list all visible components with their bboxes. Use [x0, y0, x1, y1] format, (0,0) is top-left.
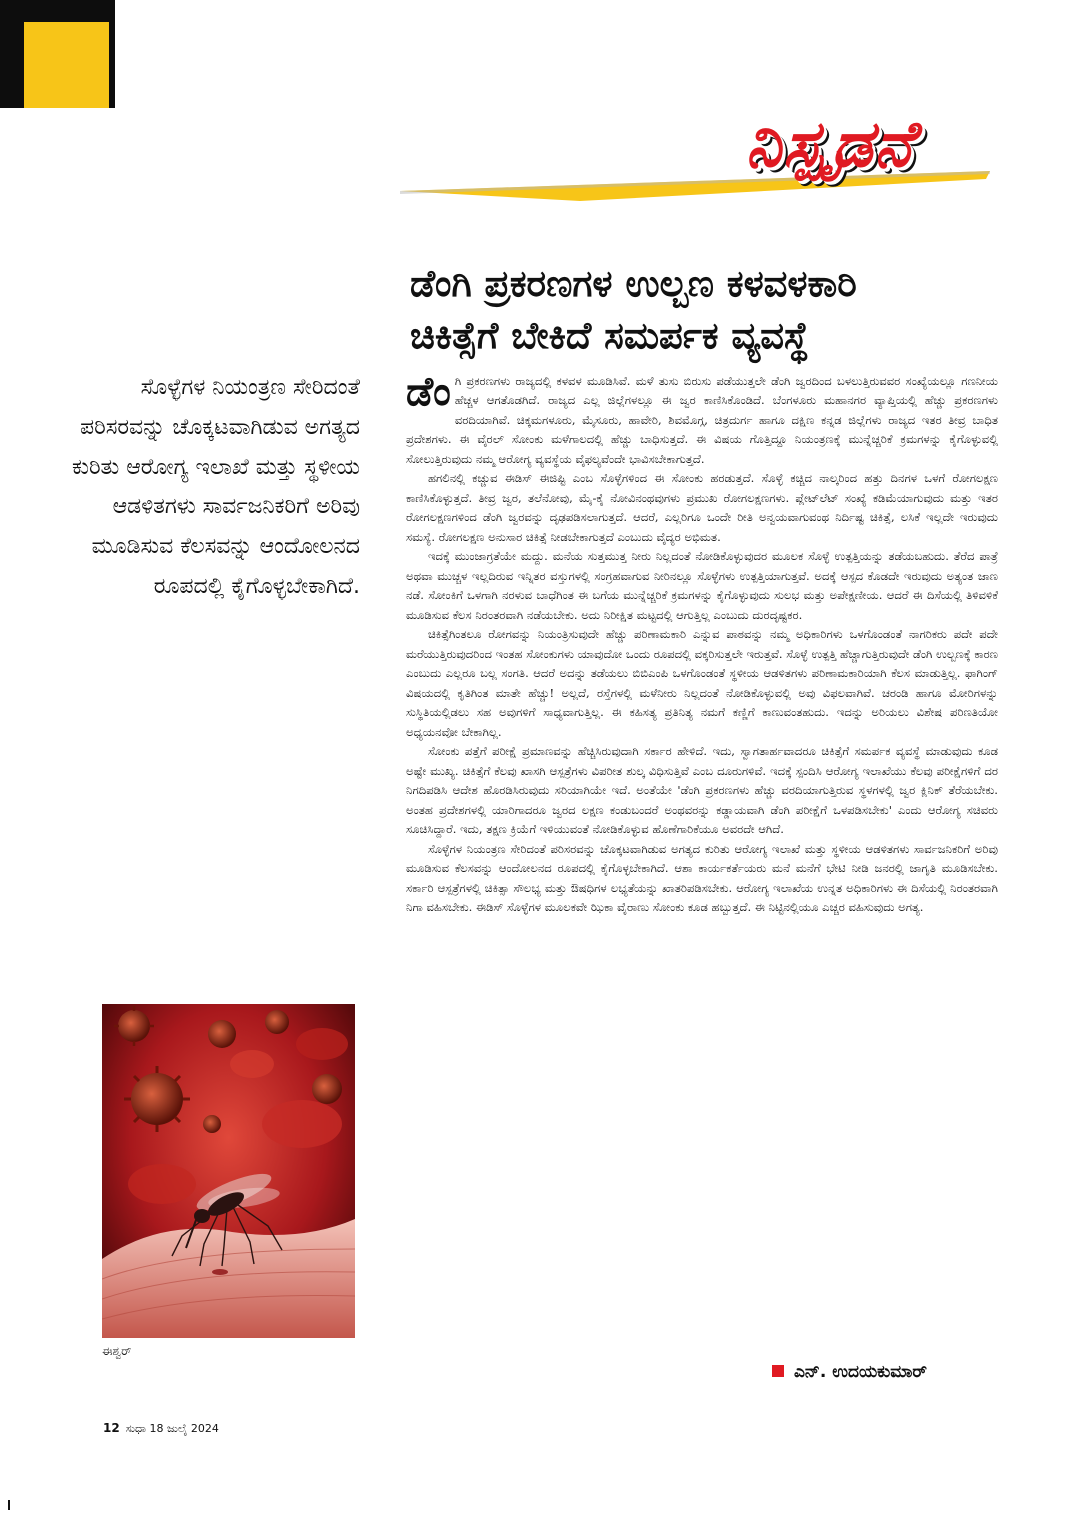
pull-quote: ಸೊಳ್ಳೆಗಳ ನಿಯಂತ್ರಣ ಸೇರಿದಂತೆ ಪರಿಸರವನ್ನು ಚೊಕ್ಕಟವಾಗಿಡುವ ಅಗತ್ಯದ ಕುರಿತು ಆರೋಗ್ಯ ಇಲಾಖೆ ಮತ್ತು ಸ್ಥಳೀಯ ಆಡಳಿತಗಳು ಸಾರ್ವಜನಿಕರಿಗೆ ಅರಿವು ಮೂಡಿಸುವ ಕೆಲಸವನ್ನು ಆಂದೋಲನದ ರೂಪದಲ್ಲಿ ಕೈಗೊಳ್ಳಬೇಕಾಗಿದೆ.: [72, 375, 360, 599]
paragraph-1-text: ಗಿ ಪ್ರಕರಣಗಳು ರಾಜ್ಯದಲ್ಲಿ ಕಳವಳ ಮೂಡಿಸಿವೆ. ಮಳೆ ತುಸು ಬಿರುಸು ಪಡೆಯುತ್ತಲೇ ಡೆಂಗಿ ಜ್ವರದಿಂದ ಬಳಲುತ್ತಿರುವವರ ಸಂಖ್ಯೆಯಲ್ಲೂ ಗಣನೀಯ ಹೆಚ್ಚಳ ಆಗತೊಡಗಿದೆ. ರಾಜ್ಯದ ಎಲ್ಲ ಜಿಲ್ಲೆಗಳಲ್ಲೂ ಈ ಜ್ವರ ಕಾಣಿಸಿಕೊಂಡಿದೆ. ಬೆಂಗಳೂರು ಮಹಾನಗರ ವ್ಯಾಪ್ತಿಯಲ್ಲಿ ಹೆಚ್ಚು ಪ್ರಕರಣಗಳು ವರದಿಯಾಗಿವೆ. ಚಿಕ್ಕಮಗಳೂರು, ಮೈಸೂರು, ಹಾವೇರಿ, ಶಿವಮೊಗ್ಗ, ಚಿತ್ರದುರ್ಗ ಹಾಗೂ ದಕ್ಷಿಣ ಕನ್ನಡ ಜಿಲ್ಲೆಗಳು ರಾಜ್ಯದ ಇತರ ತೀವ್ರ ಬಾಧಿತ ಪ್ರದೇಶಗಳು. ಈ ವೈರಲ್ ಸೋಂಕು ಮಳೆಗಾಲದಲ್ಲಿ ಹೆಚ್ಚು ಬಾಧಿಸುತ್ತದೆ. ಈ ವಿಷಯ ಗೊತ್ತಿದ್ದೂ ನಿಯಂತ್ರಣಕ್ಕೆ ಮುನ್ನೆಚ್ಚರಿಕೆ ಕ್ರಮಗಳನ್ನು ಕೈಗೊಳ್ಳುವಲ್ಲಿ ಸೋಲುತ್ತಿರುವುದು ನಮ್ಮ ಆರೋಗ್ಯ ವ್ಯವಸ್ಥೆಯ ವೈಫಲ್ಯವೆಂದೇ ಭಾವಿಸಬೇಕಾಗುತ್ತದೆ.: [406, 374, 998, 466]
byline-marker-icon: [772, 1365, 784, 1377]
author-name: ಎನ್. ಉದಯಕುಮಾರ್: [794, 1362, 927, 1382]
article-headline: [410, 258, 1000, 362]
article-paragraph: ಇದಕ್ಕೆ ಮುಂಜಾಗ್ರತೆಯೇ ಮದ್ದು. ಮನೆಯ ಸುತ್ತಮುತ್ತ ನೀರು ನಿಲ್ಲದಂತೆ ನೋಡಿಕೊಳ್ಳುವುದರ ಮೂಲಕ ಸೊಳ್ಳೆ ಉತ್ಪತ್ತಿಯನ್ನು ತಡೆಯಬಹುದು. ತೆರೆದ ಪಾತ್ರೆ ಅಥವಾ ಮುಚ್ಚಳ ಇಲ್ಲದಿರುವ ಇನ್ನಿತರ ವಸ್ತುಗಳಲ್ಲಿ ಸಂಗ್ರಹವಾಗುವ ನೀರಿನಲ್ಲೂ ಸೊಳ್ಳೆಗಳು ಉತ್ಪತ್ತಿಯಾಗುತ್ತವೆ. ಅದಕ್ಕೆ ಆಸ್ಪದ ಕೊಡದೇ ಇರುವುದು ಅತ್ಯಂತ ಜಾಣ ನಡೆ. ಸೋಂಕಿಗೆ ಒಳಗಾಗಿ ನರಳುವ ಬಾಧೆಗಿಂತ ಈ ಬಗೆಯ ಮುನ್ನೆಚ್ಚರಿಕೆ ಕ್ರಮಗಳನ್ನು ಕೈಗೊಳ್ಳುವುದು ಸುಲಭ ಮತ್ತು ಅಪೇಕ್ಷಣೀಯ. ಆದರೆ ಈ ದಿಸೆಯಲ್ಲಿ ತಿಳಿವಳಿಕೆ ಮೂಡಿಸುವ ಕೆಲಸ ನಿರಂತರವಾಗಿ ನಡೆಯಬೇಕು. ಅದು ನಿರೀಕ್ಷಿತ ಮಟ್ಟದಲ್ಲಿ ಆಗುತ್ತಿಲ್ಲ ಎಂಬುದು ದುರದೃಷ್ಟಕರ.: [406, 549, 998, 622]
headline-line-2: ಚಿಕಿತ್ಸೆಗೆ ಬೇಕಿದೆ ಸಮರ್ಪಕ ವ್ಯವಸ್ಥೆ: [410, 314, 809, 357]
crop-mark: [8, 1500, 10, 1510]
article-paragraph: ಹಗಲಿನಲ್ಲಿ ಕಚ್ಚುವ ಈಡಿಸ್ ಈಜಿಪ್ಟಿ ಎಂಬ ಸೊಳ್ಳೆಗಳಿಂದ ಈ ಸೋಂಕು ಹರಡುತ್ತದೆ. ಸೊಳ್ಳೆ ಕಚ್ಚಿದ ನಾಲ್ಕರಿಂದ ಹತ್ತು ದಿನಗಳ ಒಳಗೆ ರೋಗಲಕ್ಷಣ ಕಾಣಿಸಿಕೊಳ್ಳುತ್ತದೆ. ತೀವ್ರ ಜ್ವರ, ತಲೆನೋವು, ಮೈ-ಕೈ ನೋವಿನಂಥವುಗಳು ಪ್ರಮುಖ ರೋಗಲಕ್ಷಣಗಳು. ಪ್ಲೇಟ್‌ಲೆಟ್ ಸಂಖ್ಯೆ ಕಡಿಮೆಯಾಗುವುದು ಮತ್ತು ಇತರ ರೋಗಲಕ್ಷಣಗಳಿಂದ ಡೆಂಗಿ ಜ್ವರವನ್ನು ದೃಢಪಡಿಸಲಾಗುತ್ತದೆ. ಆದರೆ, ಎಲ್ಲರಿಗೂ ಒಂದೇ ರೀತಿ ಅನ್ವಯವಾಗುವಂಥ ನಿರ್ದಿಷ್ಟ ಚಿಕಿತ್ಸೆ, ಲಸಿಕೆ ಇಲ್ಲದೇ ಇರುವುದು ಸಮಸ್ಯೆ. ರೋಗಲಕ್ಷಣ ಅನುಸಾರ ಚಿಕಿತ್ಸೆ ನೀಡಬೇಕಾಗುತ್ತದೆ ಎಂಬುದು ವೈದ್ಯರ ಅಭಿಮತ.: [406, 471, 998, 544]
article-body: [406, 372, 998, 1368]
publication-date: ಸುಧಾ 18 ಜುಲೈ 2024: [125, 1422, 219, 1435]
article-paragraph: ಸೋಂಕು ಪತ್ತೆಗೆ ಪರೀಕ್ಷೆ ಪ್ರಮಾಣವನ್ನು ಹೆಚ್ಚಿಸಿರುವುದಾಗಿ ಸರ್ಕಾರ ಹೇಳಿದೆ. ಇದು, ಸ್ವಾಗತಾರ್ಹವಾದರೂ ಚಿಕಿತ್ಸೆಗೆ ಸಮರ್ಪಕ ವ್ಯವಸ್ಥೆ ಮಾಡುವುದು ಕೂಡ ಅಷ್ಟೇ ಮುಖ್ಯ. ಚಿಕಿತ್ಸೆಗೆ ಕೆಲವು ಖಾಸಗಿ ಆಸ್ಪತ್ರೆಗಳು ವಿಪರೀತ ಶುಲ್ಕ ವಿಧಿಸುತ್ತಿವೆ ಎಂಬ ದೂರುಗಳಿವೆ. ಇದಕ್ಕೆ ಸ್ಪಂದಿಸಿ ಆರೋಗ್ಯ ಇಲಾಖೆಯು ಕೆಲವು ಪರೀಕ್ಷೆಗಳಿಗೆ ದರ ನಿಗದಿಪಡಿಸಿ ಆದೇಶ ಹೊರಡಿಸಿರುವುದು ಸರಿಯಾಗಿಯೇ ಇದೆ. ಅಂತೆಯೇ 'ಡೆಂಗಿ ಪ್ರಕರಣಗಳು ಹೆಚ್ಚು ವರದಿಯಾಗುತ್ತಿರುವ ಸ್ಥಳಗಳಲ್ಲಿ ಜ್ವರ ಕ್ಲಿನಿಕ್ ತೆರೆಯಬೇಕು. ಅಂತಹ ಪ್ರದೇಶಗಳಲ್ಲಿ ಯಾರಿಗಾದರೂ ಜ್ವರದ ಲಕ್ಷಣ ಕಂಡುಬಂದರೆ ಅಂಥವರನ್ನು ಕಡ್ಡಾಯವಾಗಿ ಡೆಂಗಿ ಪರೀಕ್ಷೆಗೆ ಒಳಪಡಿಸಬೇಕು' ಎಂದು ಆರೋಗ್ಯ ಸಚಿವರು ಸೂಚಿಸಿದ್ದಾರೆ. ಇದು, ತಕ್ಷಣ ಕ್ರಿಯೆಗೆ ಇಳಿಯುವಂತೆ ನೋಡಿಕೊಳ್ಳುವ ಹೊಣೆಗಾರಿಕೆಯೂ ಅವರದೇ ಆಗಿದೆ.: [406, 744, 998, 837]
mosquito-illustration: [102, 1004, 355, 1338]
article-paragraph: ಚಿಕಿತ್ಸೆಗಿಂತಲೂ ರೋಗವನ್ನು ನಿಯಂತ್ರಿಸುವುದೇ ಹೆಚ್ಚು ಪರಿಣಾಮಕಾರಿ ಎನ್ನುವ ಪಾಠವನ್ನು ನಮ್ಮ ಅಧಿಕಾರಿಗಳು ಒಳಗೊಂಡಂತೆ ನಾಗರಿಕರು ಪದೇ ಪದೇ ಮರೆಯುತ್ತಿರುವುದರಿಂದ ಇಂತಹ ಸೋಂಕುಗಳು ಯಾವುದೋ ಒಂದು ರೂಪದಲ್ಲಿ ವಕ್ಕರಿಸುತ್ತಲೇ ಇರುತ್ತವೆ. ಸೊಳ್ಳೆ ಉತ್ಪತ್ತಿ ಹೆಚ್ಚಾಗುತ್ತಿರುವುದೇ ಡೆಂಗಿ ಉಲ್ಬಣಕ್ಕೆ ಕಾರಣ ಎಂಬುದು ಎಲ್ಲರೂ ಬಲ್ಲ ಸಂಗತಿ. ಆದರೆ ಅದನ್ನು ತಡೆಯಲು ಬಿಬಿಎಂಪಿ ಒಳಗೊಂಡಂತೆ ಸ್ಥಳೀಯ ಆಡಳಿತಗಳು ಪರಿಣಾಮಕಾರಿಯಾಗಿ ಕೆಲಸ ಮಾಡುತ್ತಿಲ್ಲ. ಫಾಗಿಂಗ್ ವಿಷಯದಲ್ಲಿ ಕೃತಿಗಿಂತ ಮಾತೇ ಹೆಚ್ಚು! ಅಲ್ಲದೆ, ರಸ್ತೆಗಳಲ್ಲಿ ಮಳೆನೀರು ನಿಲ್ಲದಂತೆ ನೋಡಿಕೊಳ್ಳುವಲ್ಲಿ ಅವು ವಿಫಲವಾಗಿವೆ. ಚರಂಡಿ ಹಾಗೂ ಮೋರಿಗಳನ್ನು ಸುಸ್ಥಿತಿಯಲ್ಲಿಡಲು ಸಹ ಅವುಗಳಿಗೆ ಸಾಧ್ಯವಾಗುತ್ತಿಲ್ಲ. ಈ ಕಹಿಸತ್ಯ ಪ್ರತಿನಿತ್ಯ ನಮಗೆ ಕಣ್ಣಿಗೆ ಕಾಣುವಂತಹುದು. ಇದನ್ನು ಅರಿಯಲು ವಿಶೇಷ ಪರಿಣತಿಯೋ ಅಧ್ಯಯನವೋ ಬೇಕಾಗಿಲ್ಲ.: [406, 627, 998, 739]
drop-cap: ಡೆಂ: [406, 372, 451, 415]
article-paragraph: [406, 372, 998, 469]
section-logo-text: ನಿಸ್ಪೃಡನೆ: [745, 108, 915, 182]
yellow-accent-block: [24, 22, 109, 108]
section-logo: [670, 108, 990, 208]
headline-line-1: ಡೆಂಗಿ ಪ್ರಕರಣಗಳ ಉಲ್ಬಣ ಕಳವಳಕಾರಿ: [410, 262, 857, 305]
page-footer: [103, 1421, 219, 1436]
mosquito-image: [102, 1004, 355, 1338]
image-caption: ಈಶ್ವರ್: [102, 1344, 132, 1358]
author-byline: [772, 1362, 927, 1382]
page-number: 12: [103, 1421, 120, 1435]
article-paragraph: ಸೊಳ್ಳೆಗಳ ನಿಯಂತ್ರಣ ಸೇರಿದಂತೆ ಪರಿಸರವನ್ನು ಚೊಕ್ಕಟವಾಗಿಡುವ ಅಗತ್ಯದ ಕುರಿತು ಆರೋಗ್ಯ ಇಲಾಖೆ ಮತ್ತು ಸ್ಥಳೀಯ ಆಡಳಿತಗಳು ಸಾರ್ವಜನಿಕರಿಗೆ ಅರಿವು ಮೂಡಿಸುವ ಕೆಲಸವನ್ನು ಆಂದೋಲನದ ರೂಪದಲ್ಲಿ ಕೈಗೊಳ್ಳಬೇಕಾಗಿದೆ. ಆಶಾ ಕಾರ್ಯಕರ್ತೆಯರು ಮನೆ ಮನೆಗೆ ಭೇಟಿ ನೀಡಿ ಜನರಲ್ಲಿ ಜಾಗೃತಿ ಮೂಡಿಸಬೇಕು. ಸರ್ಕಾರಿ ಆಸ್ಪತ್ರೆಗಳಲ್ಲಿ ಚಿಕಿತ್ಸಾ ಸೌಲಭ್ಯ ಮತ್ತು ಔಷಧಿಗಳ ಲಭ್ಯತೆಯನ್ನು ಖಾತರಿಪಡಿಸಬೇಕು. ಆರೋಗ್ಯ ಇಲಾಖೆಯ ಉನ್ನತ ಅಧಿಕಾರಿಗಳು ಈ ದಿಸೆಯಲ್ಲಿ ನಿರಂತರವಾಗಿ ನಿಗಾ ವಹಿಸಬೇಕು. ಈಡಿಸ್ ಸೊಳ್ಳೆಗಳ ಮೂಲಕವೇ ಝಿಕಾ ವೈರಾಣು ಸೋಂಕು ಕೂಡ ಹಬ್ಬುತ್ತದೆ. ಈ ನಿಟ್ಟಿನಲ್ಲಿಯೂ ಎಚ್ಚರ ವಹಿಸುವುದು ಅಗತ್ಯ.: [406, 841, 998, 915]
